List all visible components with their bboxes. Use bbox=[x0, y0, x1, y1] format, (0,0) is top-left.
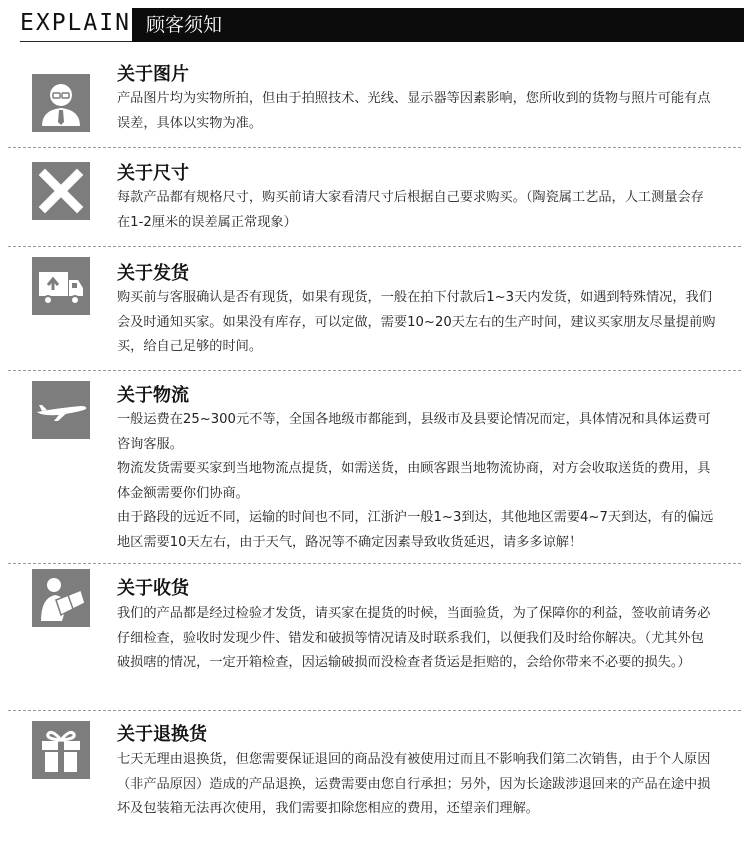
section-paragraph: 一般运费在25~300元不等，全国各地级市都能到，县级市及县要论情况而定，具体情况和具体运费可咨询客服。 bbox=[117, 412, 711, 452]
section-body bbox=[117, 286, 717, 360]
section-paragraph: 我们的产品都是经过检验才发货，请买家在提货的时候，当面验货，为了保障你的利益，签收前请务必仔细检查，验收时发现少件、错发和破损等情况请及时联系我们，以便我们及时给你解决。（尤其外包破损嗐的情况，一定开箱检查，因运输破损而没检查者货运是拒赔的，会给你带来不必要的损失。） bbox=[117, 606, 711, 670]
section-paragraph: 由于路段的远近不同，运输的时间也不同，江浙沪一般1~3到达，其他地区需要4~7天到达，有的偏远地区需要10天左右，由于天气，路况等不确定因素导致收货延迟，请多多谅解！ bbox=[117, 510, 714, 550]
section-body bbox=[117, 87, 717, 136]
section-body bbox=[117, 408, 717, 555]
header-underline bbox=[20, 41, 132, 42]
section-divider bbox=[8, 246, 741, 247]
section-title: 关于退换货 bbox=[117, 724, 207, 745]
section-title: 关于尺寸 bbox=[117, 163, 189, 184]
section-title: 关于收货 bbox=[117, 578, 189, 599]
section-body bbox=[117, 602, 717, 676]
section-paragraph: 每款产品都有规格尺寸，购买前请大家看清尺寸后根据自己要求购买。（陶瓷属工艺品，人工测量会存在1-2厘米的误差属正常现象） bbox=[117, 190, 704, 230]
section-body bbox=[117, 748, 717, 822]
section-paragraph: 购买前与客服确认是否有现货，如果有现货，一般在拍下付款后1~3天内发货，如遇到特殊情况，我们会及时通知买家。如果没有库存，可以定做，需要10~20天左右的生产时间，建议买家朋友尽量提前购买，给自己足够的时间。 bbox=[117, 290, 716, 354]
section-paragraph: 产品图片均为实物所拍，但由于拍照技术、光线、显示器等因素影响，您所收到的货物与照片可能有点误差，具体以实物为准。 bbox=[117, 91, 711, 131]
cross-icon bbox=[32, 162, 90, 220]
header-chinese-title: 顾客须知 bbox=[146, 14, 223, 36]
person-with-package-icon bbox=[32, 569, 90, 627]
gift-box-icon bbox=[32, 721, 90, 779]
section-title: 关于图片 bbox=[117, 64, 189, 85]
section-divider bbox=[8, 710, 741, 711]
header-title-bar bbox=[132, 8, 744, 42]
section-divider bbox=[8, 563, 741, 564]
section-body bbox=[117, 186, 717, 235]
section-paragraph: 物流发货需要买家到当地物流点提货，如需送货，由顾客跟当地物流协商，对方会收取送货的费用，具体金额需要你们协商。 bbox=[117, 461, 711, 501]
airplane-icon bbox=[32, 381, 90, 439]
person-with-glasses-icon bbox=[32, 74, 90, 132]
section-divider bbox=[8, 147, 741, 148]
page-header bbox=[0, 0, 749, 48]
section-title: 关于发货 bbox=[117, 263, 189, 284]
section-paragraph: 七天无理由退换货，但您需要保证退回的商品没有被使用过而且不影响我们第二次销售，由于个人原因（非产品原因）造成的产品退换，运费需要由您自行承担；另外，因为长途跋涉退回来的产品在途中损坏及包装箱无法再次使用，我们需要扣除您相应的费用，还望亲们理解。 bbox=[117, 752, 711, 816]
section-title: 关于物流 bbox=[117, 385, 189, 406]
section-divider bbox=[8, 370, 741, 371]
delivery-truck-icon bbox=[32, 257, 90, 315]
header-english-title: EXPLAIN bbox=[20, 10, 131, 36]
